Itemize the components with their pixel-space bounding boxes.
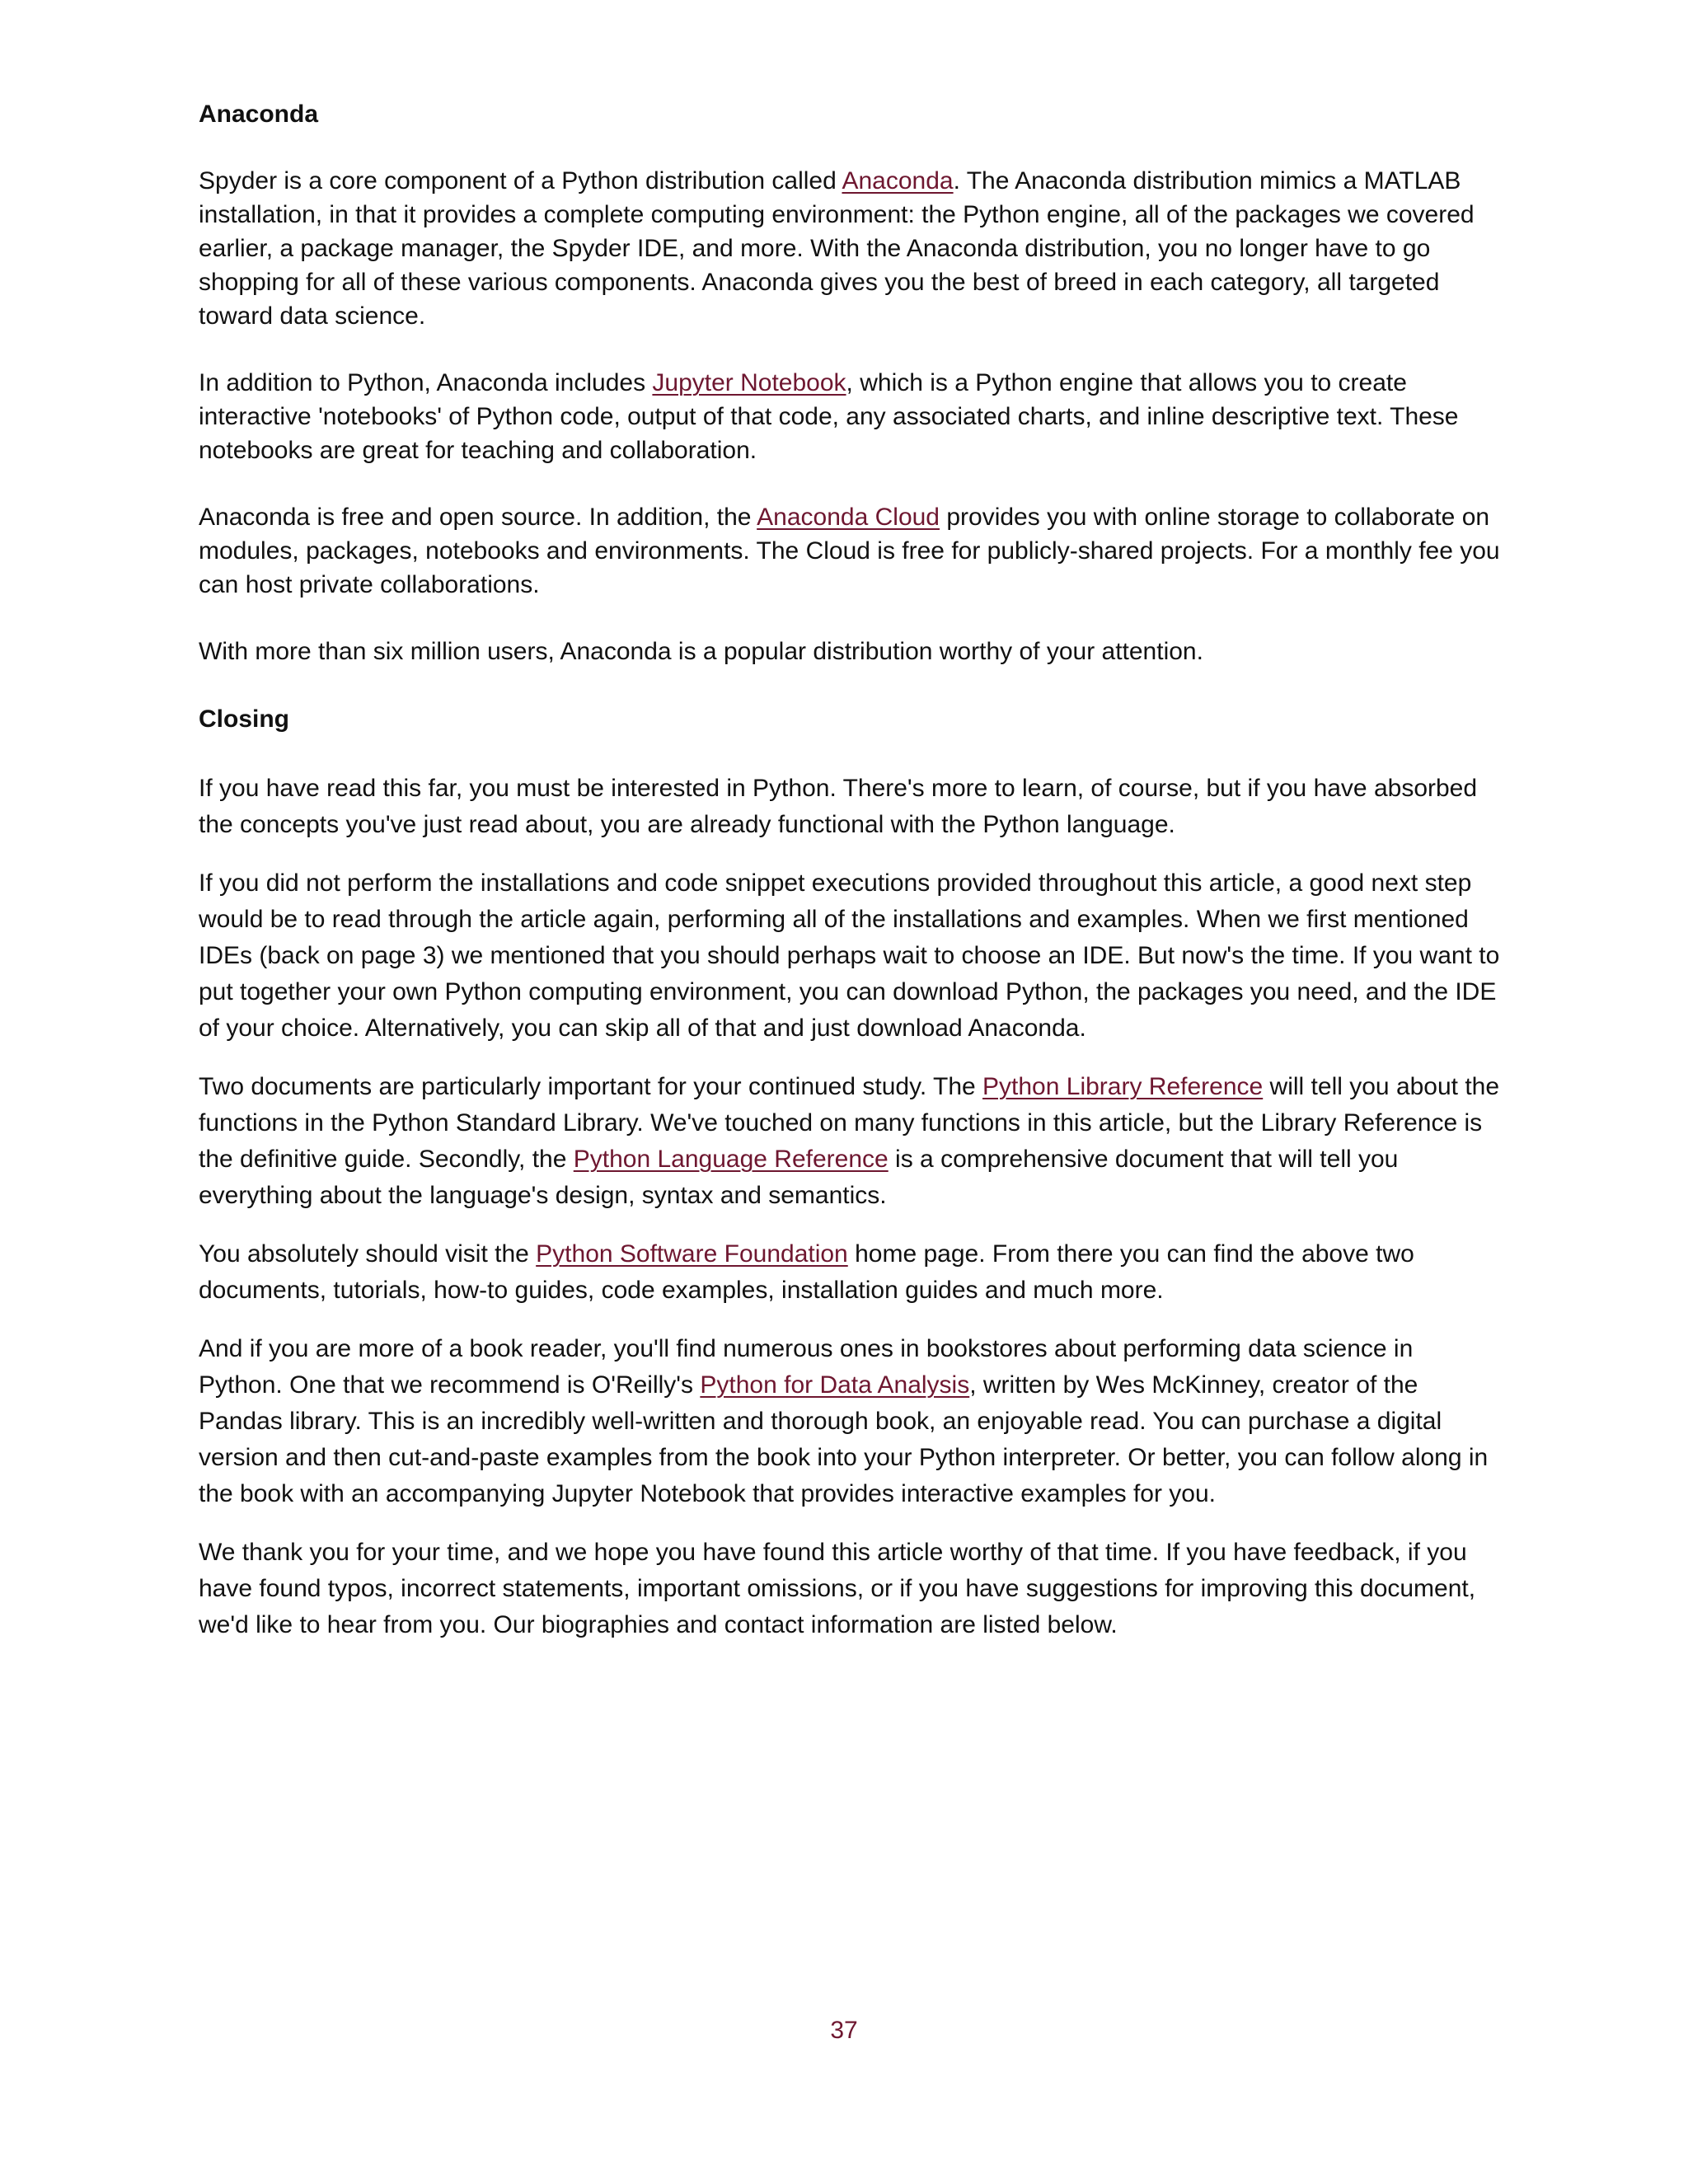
paragraph-closing-book: [199, 1331, 1501, 1512]
section-closing: [199, 701, 1501, 1643]
paragraph-text: home page. From there you can find the above two documents, tutorials, how-to guides, code examples, installation guides and much more.: [199, 1240, 1414, 1304]
page-number: 37: [830, 2017, 858, 2044]
paragraph-anaconda-intro: [199, 164, 1501, 333]
heading-anaconda: Anaconda: [199, 101, 319, 128]
paragraph-closing-next-step: If you did not perform the installations and code snippet executions provided throughout this article, a good next step would be to read through the article again, performing all of the installations and examples. When we first mentioned IDEs (back on page 3) we mentioned that you should perhaps wait to choose an IDE. But now's the time. If you want to put together your own Python computing environment, you can download Python, the packages you need, and the IDE of your choice. Alternatively, you can skip all of that and just download Anaconda.: [199, 869, 1500, 1042]
paragraph-text: Anaconda is free and open source. In addition, the: [199, 504, 757, 531]
section-anaconda: [199, 97, 1501, 668]
paragraph-anaconda-cloud: [199, 500, 1501, 602]
paragraph-text: is a comprehensive document that will tell you everything about the language's design, syntax and semantics.: [199, 1146, 1399, 1209]
paragraph-text: . The Anaconda distribution mimics a MATLAB installation, in that it provides a complete computing environment: the Python engine, all of the packages we covered earlier, a package manager, the Spyder IDE, and more. With the Anaconda distribution, you no longer have to go shopping for all of these various components. Anaconda gives you the best of breed in each category, all targeted toward data science.: [199, 167, 1475, 330]
paragraph-closing-psf: [199, 1236, 1501, 1309]
paragraph-text: Spyder is a core component of a Python distribution called: [199, 167, 842, 194]
paragraph-text: In addition to Python, Anaconda includes: [199, 369, 653, 396]
page-content: [199, 97, 1501, 1666]
paragraph-text: , which is a Python engine that allows you to create interactive 'notebooks' of Python code, output of that code, any associated charts, and inline descriptive text. These notebooks are great for teaching and collaboration.: [199, 369, 1459, 464]
heading-closing: Closing: [199, 705, 289, 733]
paragraph-text: will tell you about the functions in the Python Standard Library. We've touched on many functions in this article, but the Library Reference is the definitive guide. Secondly, the: [199, 1073, 1500, 1173]
link-python-library-reference[interactable]: Python Library Reference: [982, 1073, 1264, 1100]
paragraph-jupyter: [199, 366, 1501, 467]
paragraph-closing-intro: If you have read this far, you must be interested in Python. There's more to learn, of course, but if you have absorbed the concepts you've just read about, you are already functional with the Python language.: [199, 775, 1478, 838]
paragraph-closing-references: [199, 1069, 1501, 1214]
paragraph-anaconda-users: With more than six million users, Anaconda is a popular distribution worthy of your attention.: [199, 638, 1203, 665]
link-anaconda-cloud[interactable]: Anaconda Cloud: [757, 504, 940, 531]
paragraph-text: , written by Wes McKinney, creator of the Pandas library. This is an incredibly well-written and thorough book, an enjoyable read. You can purchase a digital version and then cut-and-paste examples from the book into your Python interpreter. Or better, you can follow along in the book with an accompanying Jupyter Notebook that provides interactive examples for you.: [199, 1371, 1489, 1507]
link-anaconda[interactable]: Anaconda: [842, 167, 954, 194]
paragraph-text: And if you are more of a book reader, you'll find numerous ones in bookstores about performing data science in Python. One that we recommend is O'Reilly's: [199, 1335, 1414, 1399]
link-python-software-foundation[interactable]: Python Software Foundation: [536, 1240, 848, 1268]
link-python-language-reference[interactable]: Python Language Reference: [573, 1146, 889, 1173]
link-python-for-data-analysis[interactable]: Python for Data Analysis: [700, 1371, 970, 1399]
paragraph-closing-thanks: We thank you for your time, and we hope you have found this article worthy of that time. If you have feedback, if you have found typos, incorrect statements, important omissions, or if you have suggestions for improving this document, we'd like to hear from you. Our biographies and contact information are listed below.: [199, 1539, 1476, 1638]
paragraph-text: Two documents are particularly important for your continued study. The: [199, 1073, 983, 1100]
paragraph-text: You absolutely should visit the: [199, 1240, 537, 1268]
link-jupyter-notebook[interactable]: Jupyter Notebook: [652, 369, 846, 396]
paragraph-text: provides you with online storage to collaborate on modules, packages, notebooks and environments. The Cloud is free for publicly-shared projects. For a monthly fee you can host private collaborations.: [199, 504, 1500, 598]
